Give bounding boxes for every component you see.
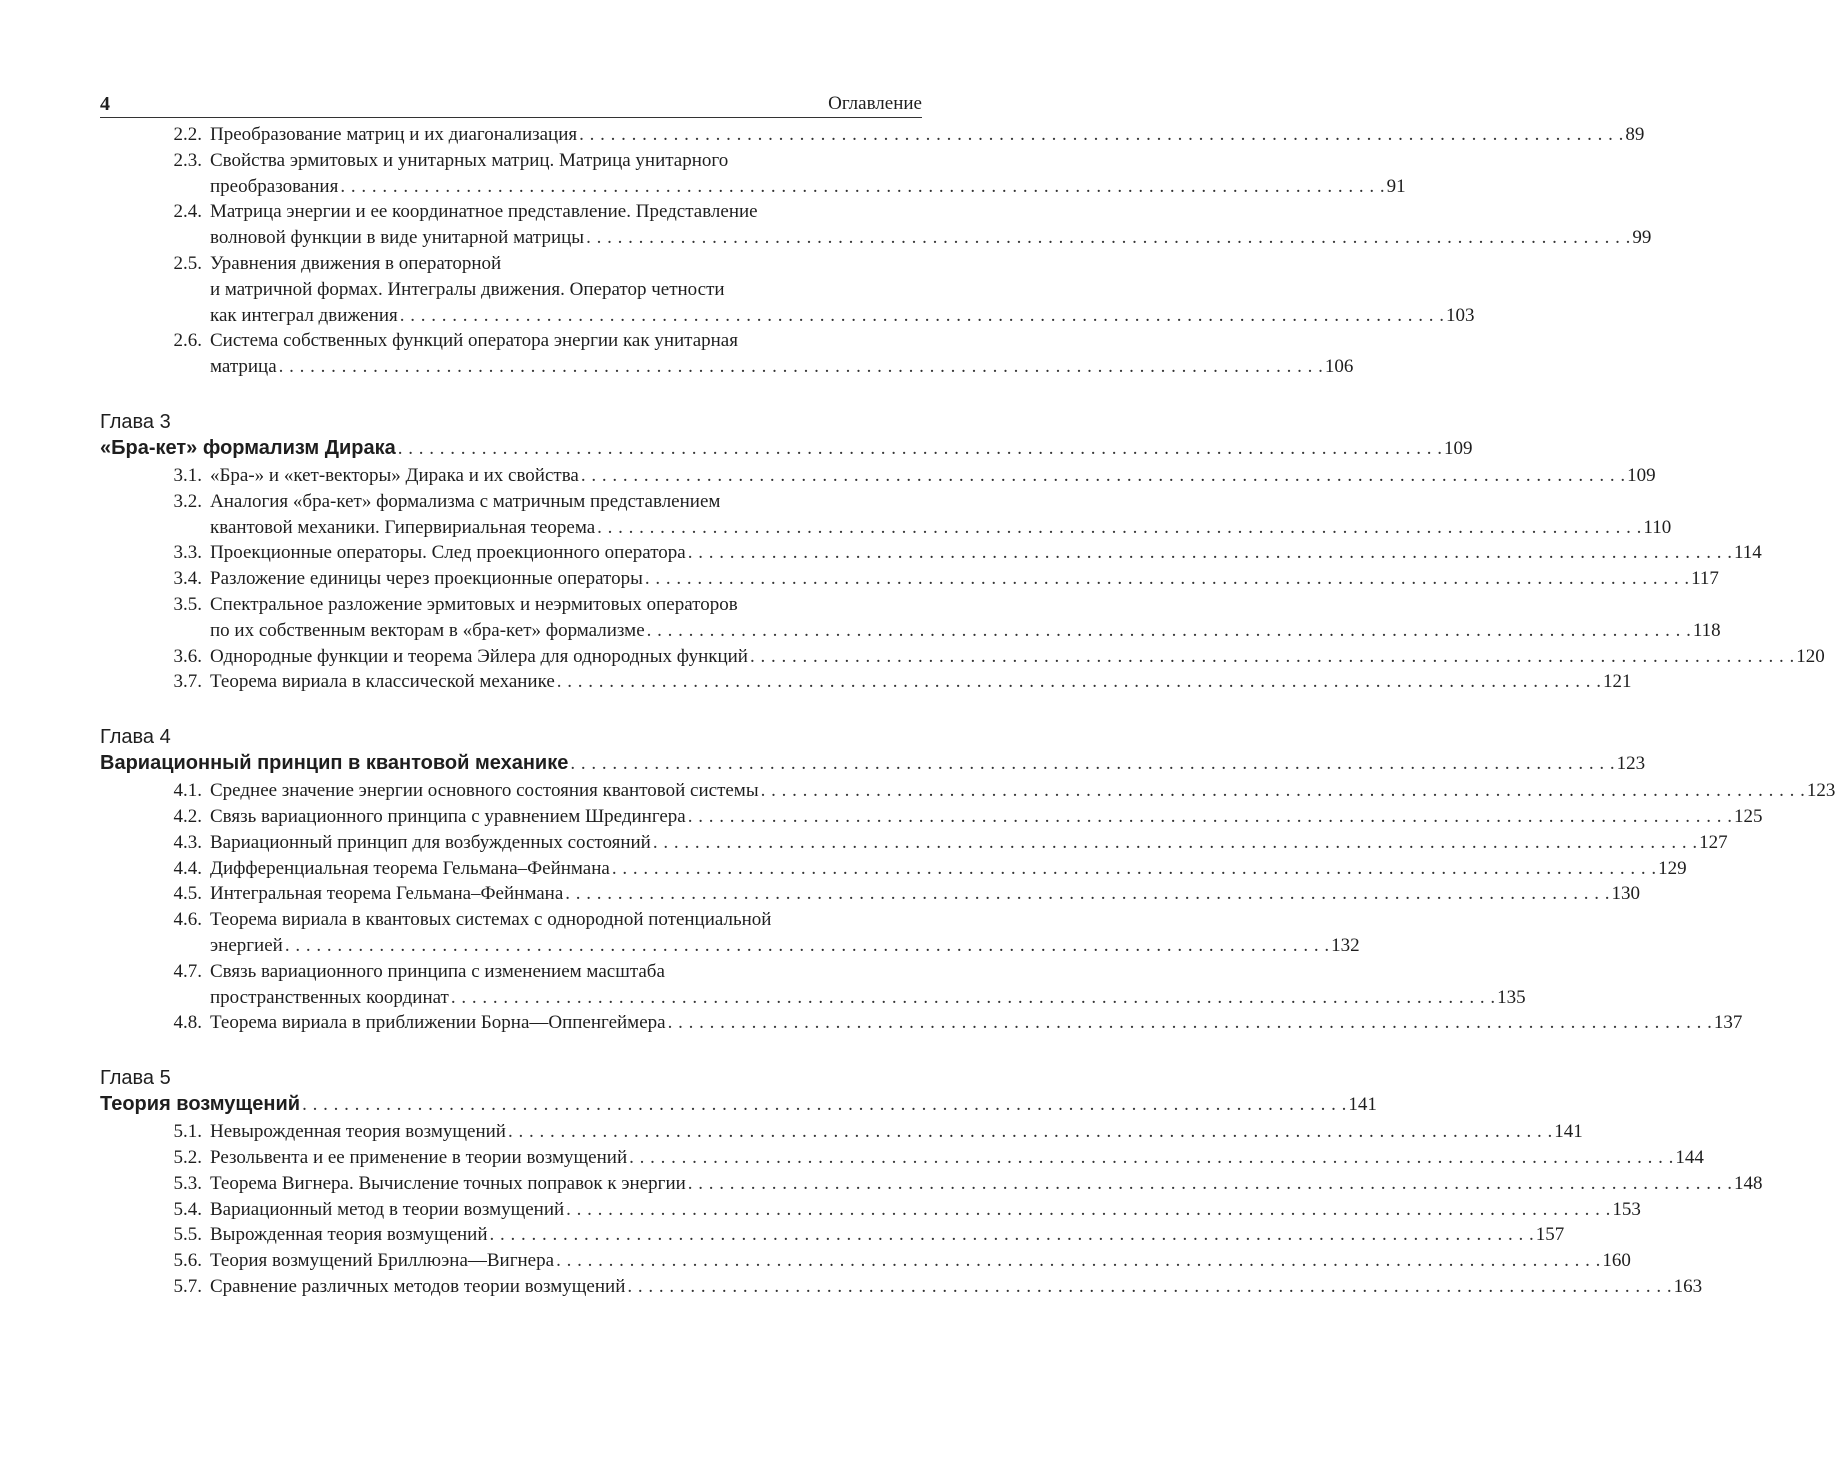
- section-number: 4.5.: [173, 883, 202, 905]
- page-ref[interactable]: 129: [1658, 857, 1687, 879]
- entry-line: [210, 1248, 1631, 1274]
- entry-line: [210, 1119, 1583, 1145]
- section-title[interactable]: Вариационный метод в теории возмущений: [210, 1198, 565, 1220]
- section-number: 3.4.: [173, 568, 202, 590]
- page-ref[interactable]: 157: [1535, 1224, 1565, 1246]
- chapter-block: [100, 410, 1825, 695]
- entry-body: [210, 1010, 1742, 1036]
- running-head-title: Оглавление: [828, 93, 922, 114]
- entry-line: [210, 463, 1656, 489]
- dot-leader: [400, 303, 1444, 329]
- dot-leader: [565, 881, 1609, 907]
- chapter-label: Глава 3: [100, 410, 171, 433]
- toc-entry[interactable]: [100, 644, 1825, 670]
- entry-line: [210, 251, 1475, 277]
- page-ref[interactable]: 163: [1673, 1275, 1703, 1297]
- entry-body: [210, 122, 1644, 148]
- section-number: 4.3.: [173, 831, 202, 853]
- toc-entry[interactable]: [100, 592, 1721, 644]
- chapter-block: [100, 725, 1835, 1036]
- entry-body: [210, 1274, 1702, 1300]
- chapter-block: [100, 1066, 1763, 1300]
- entry-line: [210, 669, 1632, 695]
- entry-body: [210, 1222, 1564, 1248]
- entry-line: [210, 1274, 1702, 1300]
- section-title[interactable]: энергией: [210, 934, 283, 956]
- entry-body: [210, 1248, 1631, 1274]
- page-ref[interactable]: 148: [1734, 1172, 1763, 1194]
- entry-line: [210, 856, 1687, 882]
- entry-line: [210, 778, 1835, 804]
- section-number: 4.1.: [173, 780, 202, 802]
- toc-entry[interactable]: [100, 199, 1652, 251]
- page-number: 4: [100, 93, 110, 115]
- section-title[interactable]: Система собственных функций оператора энергии как унитарная: [210, 330, 738, 352]
- section-title[interactable]: Интегральная теорема Гельмана–Фейнмана: [210, 883, 564, 905]
- entry-body: [210, 856, 1687, 882]
- toc-entry[interactable]: [100, 328, 1354, 380]
- toc-entry[interactable]: [100, 566, 1719, 592]
- dot-leader: [668, 1010, 1712, 1036]
- toc-entry[interactable]: [100, 830, 1728, 856]
- entry-line: [210, 644, 1825, 670]
- dot-leader: [612, 856, 1656, 882]
- entry-line: [210, 1197, 1641, 1223]
- section-title[interactable]: Аналогия «бра-кет» формализма с матричным представлением: [210, 490, 721, 512]
- section-title[interactable]: Свойства эрмитовых и унитарных матриц. Матрица унитарного: [210, 149, 729, 171]
- section-number: 2.6.: [173, 330, 202, 352]
- chapter-title[interactable]: «Бра-кет» формализм Дирака: [100, 436, 396, 459]
- dot-leader: [302, 1091, 1346, 1119]
- entry-body: [210, 644, 1825, 670]
- section-number: 2.3.: [173, 149, 202, 171]
- page-ref[interactable]: 137: [1713, 1012, 1743, 1034]
- chapter-label: Глава 4: [100, 726, 171, 749]
- page-ref[interactable]: 125: [1733, 805, 1763, 827]
- page-ref[interactable]: 141: [1348, 1094, 1377, 1116]
- toc-entry[interactable]: [100, 540, 1762, 566]
- entry-body: [210, 778, 1835, 804]
- toc-entry[interactable]: [100, 463, 1656, 489]
- section-title[interactable]: Спектральное разложение эрмитовых и неэрмитовых операторов: [210, 593, 738, 615]
- toc-entry[interactable]: [100, 122, 1645, 148]
- section-title[interactable]: волновой функции в виде унитарной матрицы: [210, 227, 585, 249]
- dot-leader: [508, 1119, 1552, 1145]
- chapter-title-line[interactable]: [100, 1090, 1377, 1119]
- page-ref[interactable]: 141: [1554, 1121, 1583, 1143]
- entry-body: [210, 251, 1475, 328]
- chapter-title-line[interactable]: [100, 749, 1646, 778]
- dot-leader: [285, 933, 1329, 959]
- toc-entry[interactable]: [100, 1222, 1565, 1248]
- section-number: 5.1.: [173, 1121, 202, 1143]
- entry-body: [210, 463, 1656, 489]
- section-title[interactable]: преобразования: [210, 175, 339, 197]
- section-title[interactable]: Среднее значение энергии основного состояния квантовой системы: [210, 780, 759, 802]
- entry-body: [210, 489, 1671, 541]
- page-ref[interactable]: 123: [1616, 753, 1646, 775]
- page-ref[interactable]: 153: [1612, 1198, 1641, 1220]
- entry-body: [210, 804, 1762, 830]
- section-title[interactable]: Матрица энергии и ее координатное представление. Представление: [210, 201, 758, 223]
- section-number: 5.5.: [173, 1224, 202, 1246]
- entry-body: [210, 959, 1526, 1011]
- entry-line: [210, 1171, 1763, 1197]
- section-number: 5.2.: [173, 1146, 202, 1168]
- section-number: 5.3.: [173, 1172, 202, 1194]
- dot-leader: [653, 830, 1697, 856]
- section-number: 3.3.: [173, 542, 202, 564]
- section-title[interactable]: Теорема вириала в классической механике: [210, 671, 555, 693]
- section-number: 3.7.: [173, 671, 202, 693]
- dot-leader: [688, 804, 1732, 830]
- section-title[interactable]: Уравнения движения в операторной: [210, 252, 502, 274]
- entry-line: [210, 489, 1671, 515]
- page-ref[interactable]: 109: [1627, 464, 1656, 486]
- section-title[interactable]: и матричной формах. Интегралы движения. Оператор четности: [210, 278, 725, 300]
- dot-leader: [451, 985, 1495, 1011]
- entry-body: [210, 830, 1728, 856]
- dot-leader: [688, 540, 1732, 566]
- chapter-title[interactable]: Вариационный принцип в квантовой механике: [100, 752, 569, 775]
- dot-leader: [490, 1222, 1534, 1248]
- section-number: 4.7.: [173, 960, 202, 982]
- section-number: 2.5.: [173, 252, 202, 274]
- toc-entry[interactable]: [100, 1171, 1763, 1197]
- entry-line: [210, 1145, 1704, 1171]
- dot-leader: [557, 669, 1601, 695]
- section-title[interactable]: по их собственным векторам в «бра-кет» формализме: [210, 619, 645, 641]
- section-number: 4.8.: [173, 1012, 202, 1034]
- entry-line: [210, 174, 1406, 200]
- entry-line: [210, 830, 1728, 856]
- page-ref[interactable]: 123: [1806, 780, 1835, 802]
- toc-entry[interactable]: [100, 669, 1632, 695]
- section-title[interactable]: Вариационный принцип для возбужденных состояний: [210, 831, 651, 853]
- dot-leader: [629, 1145, 1673, 1171]
- entry-line: [210, 277, 1475, 303]
- section-number: 5.7.: [173, 1275, 202, 1297]
- section-title[interactable]: Проекционные операторы. След проекционного оператора: [210, 542, 686, 564]
- entry-body: [210, 907, 1360, 959]
- entry-line: [210, 199, 1651, 225]
- section-number: 3.2.: [173, 490, 202, 512]
- section-title[interactable]: Связь вариационного принципа с изменением масштаба: [210, 960, 665, 982]
- dot-leader: [586, 225, 1630, 251]
- entry-line: [210, 540, 1762, 566]
- dot-leader: [645, 566, 1689, 592]
- entry-line: [210, 122, 1644, 148]
- entry-body: [210, 199, 1651, 251]
- page-ref[interactable]: 160: [1602, 1250, 1631, 1272]
- page-ref[interactable]: 99: [1632, 227, 1652, 249]
- entry-body: [210, 540, 1762, 566]
- section-number: 3.6.: [173, 645, 202, 667]
- section-title[interactable]: Дифференциальная теорема Гельмана–Фейнмана: [210, 857, 610, 879]
- entry-line: [210, 225, 1651, 251]
- chapter-title-line[interactable]: [100, 434, 1473, 463]
- section-title[interactable]: пространственных координат: [210, 986, 449, 1008]
- toc-entry[interactable]: [100, 1274, 1703, 1300]
- entry-body: [210, 566, 1719, 592]
- entry-body: [210, 1145, 1704, 1171]
- dot-leader: [279, 354, 1323, 380]
- page-ref[interactable]: 135: [1497, 986, 1526, 1008]
- section-title[interactable]: Однородные функции и теорема Эйлера для однородных функций: [210, 645, 748, 667]
- toc-entry[interactable]: [100, 778, 1835, 804]
- chapter-title[interactable]: Теория возмущений: [100, 1093, 301, 1116]
- toc-entry[interactable]: [100, 1119, 1583, 1145]
- dot-leader: [566, 1197, 1610, 1223]
- dot-leader: [398, 435, 1442, 463]
- section-title[interactable]: Связь вариационного принципа с уравнением Шредингера: [210, 805, 686, 827]
- dot-leader: [597, 515, 1641, 541]
- entry-body: [210, 1119, 1583, 1145]
- dot-leader: [750, 644, 1794, 670]
- running-head: [100, 88, 922, 118]
- toc-entry[interactable]: [100, 489, 1672, 541]
- section-title[interactable]: Невырожденная теория возмущений: [210, 1121, 506, 1143]
- section-title[interactable]: «Бра-» и «кет-векторы» Дирака и их свойства: [210, 464, 579, 486]
- entry-line: [210, 566, 1719, 592]
- toc-entry[interactable]: [100, 907, 1360, 959]
- page-ref[interactable]: 130: [1611, 883, 1641, 905]
- page-ref[interactable]: 109: [1443, 437, 1473, 459]
- toc-entry[interactable]: [100, 1010, 1743, 1036]
- page-ref[interactable]: 118: [1692, 619, 1721, 641]
- toc-page: [100, 88, 1835, 1300]
- section-number: 5.6.: [173, 1250, 202, 1272]
- dot-leader: [688, 1171, 1732, 1197]
- page-ref[interactable]: 114: [1733, 542, 1762, 564]
- toc-entry[interactable]: [100, 251, 1475, 328]
- page-ref[interactable]: 91: [1386, 175, 1406, 197]
- section-title[interactable]: Преобразование матриц и их диагонализация: [210, 124, 578, 145]
- page-ref[interactable]: 144: [1675, 1146, 1704, 1168]
- section-title[interactable]: квантовой механики. Гипервириальная теорема: [210, 516, 596, 538]
- section-title[interactable]: Теория возмущений Бриллюэна—Вигнера: [210, 1250, 555, 1272]
- page-ref[interactable]: 120: [1796, 645, 1825, 667]
- chapter-label: Глава 5: [100, 1067, 171, 1090]
- section-title[interactable]: Теорема вириала в квантовых системах с однородной потенциальной: [210, 909, 772, 931]
- section-number: 3.5.: [173, 593, 202, 615]
- dot-leader: [579, 122, 1623, 148]
- section-number: 5.4.: [173, 1198, 202, 1220]
- toc-entry[interactable]: [100, 1145, 1704, 1171]
- page-ref[interactable]: 127: [1699, 831, 1728, 853]
- toc-entry[interactable]: [100, 148, 1406, 200]
- entry-line: [210, 515, 1671, 541]
- page-ref[interactable]: 106: [1324, 356, 1354, 378]
- entry-line: [210, 959, 1526, 985]
- toc-entry[interactable]: [100, 1197, 1641, 1223]
- entry-line: [210, 354, 1353, 380]
- page-ref[interactable]: 117: [1691, 568, 1719, 590]
- page-ref[interactable]: 103: [1446, 304, 1475, 326]
- entry-line: [210, 985, 1526, 1011]
- section-title[interactable]: Резольвента и ее применение в теории возмущений: [210, 1146, 628, 1168]
- entry-line: [210, 1222, 1564, 1248]
- entry-line: [210, 881, 1640, 907]
- section-title[interactable]: Теорема Вигнера. Вычисление точных поправок к энергии: [210, 1172, 686, 1194]
- dot-leader: [556, 1248, 1600, 1274]
- table-of-contents: [100, 122, 1835, 1300]
- dot-leader: [647, 618, 1691, 644]
- toc-entry[interactable]: [100, 804, 1763, 830]
- dot-leader: [627, 1274, 1671, 1300]
- page-ref[interactable]: 132: [1331, 934, 1360, 956]
- entry-body: [210, 669, 1632, 695]
- section-number: 4.4.: [173, 857, 202, 879]
- entry-body: [210, 881, 1640, 907]
- entry-line: [210, 148, 1406, 174]
- entry-line: [210, 1010, 1742, 1036]
- toc-entry[interactable]: [100, 959, 1526, 1011]
- section-number: 2.2.: [173, 124, 202, 145]
- entry-line: [210, 592, 1721, 618]
- section-title[interactable]: Теорема вириала в приближении Борна—Оппенгеймера: [210, 1012, 666, 1034]
- dot-leader: [570, 750, 1614, 778]
- toc-entry[interactable]: [100, 1248, 1631, 1274]
- entry-line: [210, 907, 1360, 933]
- page-ref[interactable]: 89: [1625, 124, 1645, 145]
- entry-line: [210, 328, 1353, 354]
- section-title[interactable]: Разложение единицы через проекционные операторы: [210, 568, 643, 590]
- section-number: 4.2.: [173, 805, 202, 827]
- entry-body: [210, 1197, 1641, 1223]
- entry-body: [210, 592, 1721, 644]
- page-ref[interactable]: 121: [1603, 671, 1632, 693]
- dot-leader: [581, 463, 1625, 489]
- entry-line: [210, 618, 1721, 644]
- section-title[interactable]: Вырожденная теория возмущений: [210, 1224, 488, 1246]
- entry-body: [210, 328, 1353, 380]
- dot-leader: [761, 778, 1805, 804]
- section-title[interactable]: матрица: [210, 356, 277, 378]
- page-ref[interactable]: 110: [1643, 516, 1672, 538]
- section-number: 4.6.: [173, 909, 202, 931]
- entry-line: [210, 804, 1762, 830]
- dot-leader: [340, 174, 1384, 200]
- section-title[interactable]: Сравнение различных методов теории возмущений: [210, 1275, 626, 1297]
- entry-line: [210, 933, 1360, 959]
- entry-line: [210, 303, 1475, 329]
- toc-entry[interactable]: [100, 856, 1687, 882]
- entry-body: [210, 148, 1406, 200]
- section-title[interactable]: как интеграл движения: [210, 304, 398, 326]
- toc-entry[interactable]: [100, 881, 1641, 907]
- section-number: 2.4.: [173, 201, 202, 223]
- entry-body: [210, 1171, 1763, 1197]
- section-number: 3.1.: [173, 464, 202, 486]
